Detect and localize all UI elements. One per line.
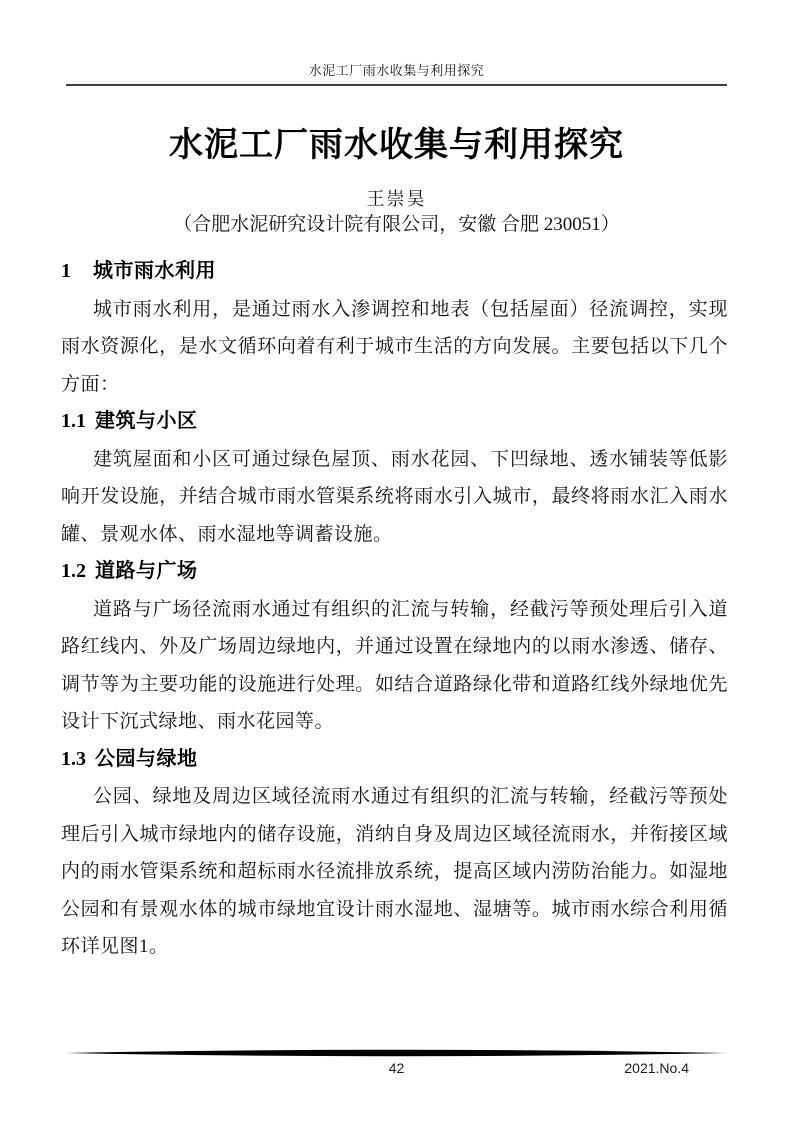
page-title: 水泥工厂雨水收集与利用探究 <box>169 126 624 164</box>
page-footer <box>66 1060 727 1080</box>
running-head: 水泥工厂雨水收集与利用探究 <box>308 63 485 78</box>
page-number: 42 <box>388 1060 405 1076</box>
section-number: 1 <box>61 260 71 282</box>
paragraph-parks-greenspace: 公园、绿地及周边区域径流雨水通过有组织的汇流与转输，经截污等预处理后引入城市绿地内的储存设施，消纳自身及周边区域径流雨水，并衔接区域内的雨水管渠系统和超标雨水径流排放系统，提高区域内涝防治能力。如湿地公园和有景观水体的城市绿地宜设计雨水湿地、湿塘等。城市雨水综合利用循环详见图1。 <box>61 786 728 957</box>
section-heading-1 <box>61 253 728 291</box>
section-heading-1-3 <box>61 741 728 779</box>
header-rule <box>66 84 727 86</box>
article-body <box>61 253 728 966</box>
section-number: 1.3 <box>61 747 86 770</box>
section-number: 1.2 <box>61 560 86 582</box>
author-name: 王崇昊 <box>366 189 427 209</box>
section-number: 1.1 <box>61 410 86 432</box>
section-title: 建筑与小区 <box>95 410 198 432</box>
paragraph-roads-squares: 道路与广场径流雨水通过有组织的汇流与转输，经截污等预处理后引入道路红线内、外及广场周边绿地内，并通过设置在绿地内的以雨水渗透、储存、调节等为主要功能的设施进行处理。如结合道路绿化带和道路红线外绿地优先设计下沉式绿地、雨水花园等。 <box>61 598 728 732</box>
section-heading-1-1 <box>61 403 728 441</box>
issue-label: 2021.No.4 <box>624 1060 689 1076</box>
footer-divider <box>66 1049 727 1057</box>
section-title: 城市雨水利用 <box>93 260 216 282</box>
section-title: 公园与绿地 <box>95 747 198 770</box>
paragraph-city-rainwater: 城市雨水利用，是通过雨水入渗调控和地表（包括屋面）径流调控，实现雨水资源化，是水文循环向着有利于城市生活的方向发展。主要包括以下几个方面： <box>61 298 728 395</box>
author-affiliation: （合肥水泥研究设计院有限公司，安徽 合肥 230051） <box>173 214 620 235</box>
paragraph-buildings-communities: 建筑屋面和小区可通过绿色屋顶、雨水花园、下凹绿地、透水铺装等低影响开发设施，并结合城市雨水管渠系统将雨水引入城市，最终将雨水汇入雨水罐、景观水体、雨水湿地等调蓄设施。 <box>61 448 728 545</box>
section-title: 道路与广场 <box>95 560 198 582</box>
section-heading-1-2 <box>61 553 728 591</box>
